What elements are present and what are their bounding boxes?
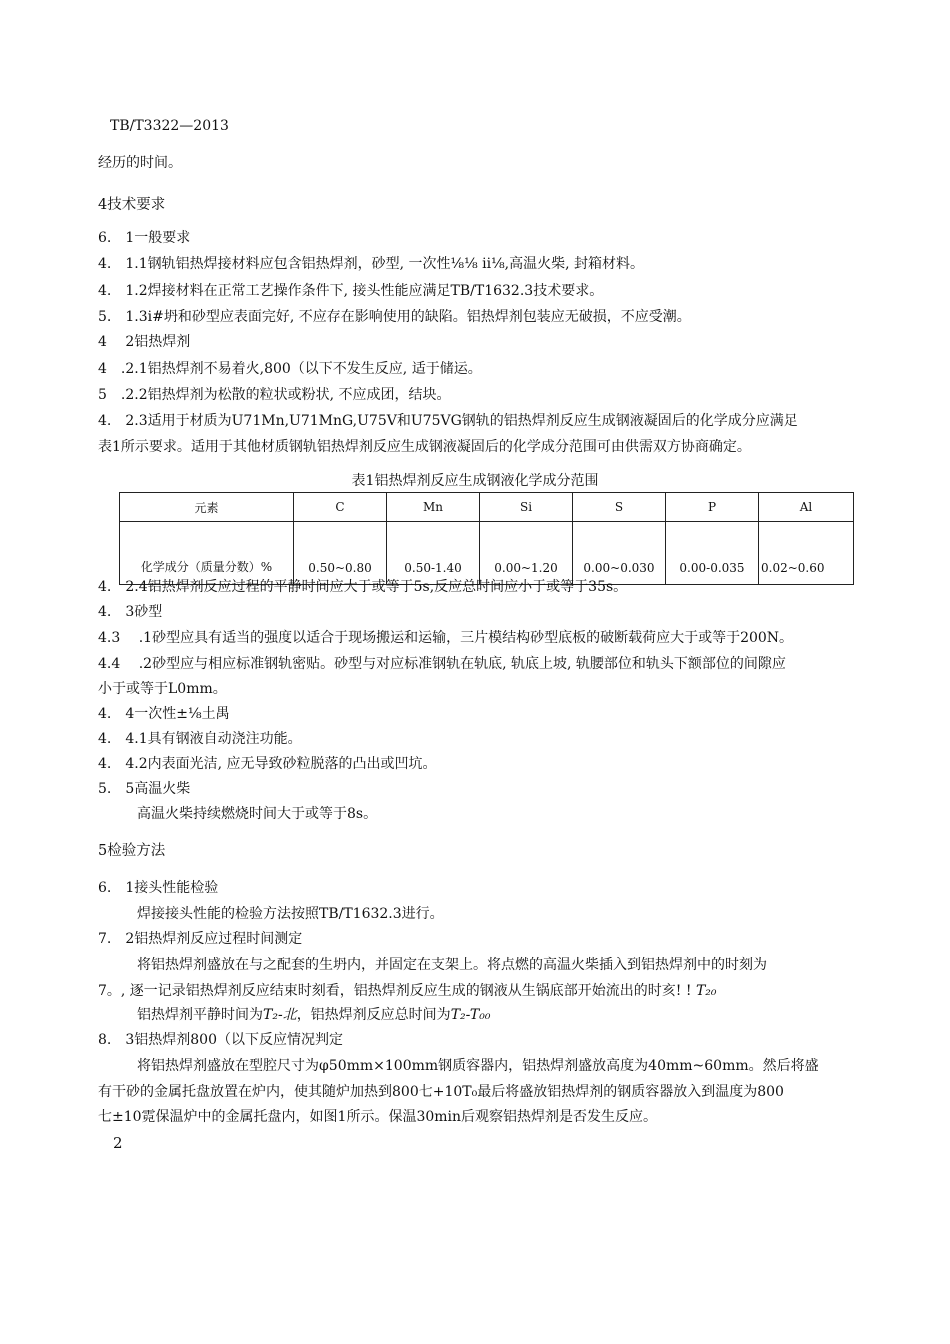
table-header-cell: C: [294, 493, 387, 522]
text-line: 4. 2.4铝热焊剂反应过程的平静时间应大于或等于5s,反应总时间应小于或等于35s。: [98, 579, 628, 595]
text-line: 5. 1.3i#坍和砂型应表面完好, 不应存在影响使用的缺陷。铝热焊剂包装应无破损，不应受潮。: [98, 309, 691, 325]
table-row-label: 化学成分（质量分数）%: [120, 522, 294, 585]
table-cell: 0.00-0.035: [666, 522, 759, 585]
subsection-heading: 4. 3砂型: [98, 604, 163, 620]
subsection-heading: 5. 5高温火柴: [98, 781, 191, 797]
text-line: 4. 1.1钢轨铝热焊接材料应包含铝热焊剂，砂型, 一次性⅛⅛ ii⅛,高温火柴, 封箱材料。: [98, 256, 644, 272]
text-line: 4. 4.2内表面光洁, 应无导致砂粒脱落的凸出或凹坑。: [98, 756, 437, 772]
subsection-heading: 4 2铝热焊剂: [98, 334, 191, 350]
page-number: 2: [113, 1134, 123, 1152]
text-line: 4. 1.2焊接材料在正常工艺操作条件下, 接头性能应满足TB/T1632.3技术要求。: [98, 283, 604, 299]
text-line: 4. 2.3适用于材质为U71Mn,U71MnG,U75V和U75VG钢轨的铝热焊剂反应生成钢液凝固后的化学成分应满足: [98, 413, 798, 429]
text-line: 有干砂的金属托盘放置在炉内，使其随炉加热到800七+10T₀最后将盛放铝热焊剂的钢质容器放入到温度为800: [98, 1084, 784, 1100]
subsection-heading: 6. 1接头性能检验: [98, 880, 219, 896]
text-line: 4 .2.1铝热焊剂不易着火,800（以下不发生反应, 适于储运。: [98, 361, 482, 377]
text-line: 高温火柴持续燃烧时间大于或等于8s。: [137, 806, 378, 822]
text-line: 焊接接头性能的检验方法按照TB/T1632.3进行。: [137, 906, 444, 922]
text-segment: 铝热焊剂平静时间为: [137, 1007, 263, 1023]
section-heading: 5检验方法: [98, 843, 166, 859]
table-cell: 0.50~0.80: [294, 522, 387, 585]
formula-symbol: T₂-T₀₀: [450, 1007, 491, 1023]
subsection-heading: 8. 3铝热焊剂800（以下反应情况判定: [98, 1032, 343, 1048]
table-header-cell: Si: [480, 493, 573, 522]
text-line: 表1所示要求。适用于其他材质钢轨铝热焊剂反应生成钢液凝固后的化学成分范围可由供需双方协商确定。: [98, 439, 751, 455]
table-header-cell: P: [666, 493, 759, 522]
text-line: 4. 4.1具有钢液自动浇注功能。: [98, 731, 302, 747]
table-cell: 0.02~0.60: [759, 522, 854, 585]
text-line: [137, 1006, 490, 1024]
text-line: 5 .2.2铝热焊剂为松散的粒状或粉状, 不应成团，结块。: [98, 387, 451, 403]
table-caption: 表1铝热焊剂反应生成钢液化学成分范围: [351, 473, 599, 489]
text-line: 小于或等于L0mm。: [98, 681, 227, 697]
table-row: [120, 522, 854, 585]
table-header-cell: Al: [759, 493, 854, 522]
text-line: 将铝热焊剂盛放在与之配套的生坍内，并固定在支架上。将点燃的高温火柴插入到铝热焊剂中的时刻为: [137, 957, 767, 973]
table-header-cell: Mn: [387, 493, 480, 522]
text-line: [98, 982, 717, 1000]
composition-table: [119, 492, 854, 585]
formula-symbol: T₂-北: [263, 1007, 297, 1023]
text-line: 将铝热焊剂盛放在型腔尺寸为φ50mm×100mm钢质容器内，铝热焊剂盛放高度为40mm~60mm。然后将盛: [137, 1058, 819, 1074]
text-segment: ，铝热焊剂反应总时间为: [296, 1007, 451, 1023]
text-segment: 7。, 逐一记录铝热焊剂反应结束时刻看，铝热焊剂反应生成的钢液从生锅底部开始流出的时亥! !: [98, 983, 696, 999]
table-header-cell: 元素: [120, 493, 294, 522]
subsection-heading: 4. 4一次性±⅛土禺: [98, 706, 230, 722]
table-header-row: [120, 493, 854, 522]
document-header: TB/T3322—2013: [110, 118, 229, 134]
table-cell: 0.00~0.030: [573, 522, 666, 585]
section-heading: 4技术要求: [98, 197, 166, 213]
text-line: 4.4 .2砂型应与相应标准钢轨密贴。砂型与对应标准钢轨在轨底, 轨底上坡, 轨腰部位和轨头下额部位的间隙应: [98, 656, 786, 672]
text-line: 经历的时间。: [98, 155, 182, 171]
text-line: 七±10霓保温炉中的金属托盘内，如图1所示。保温30min后观察铝热焊剂是否发生反应。: [98, 1109, 658, 1125]
text-line: 4.3 .1砂型应具有适当的强度以适合于现场搬运和运输，三片模结构砂型底板的破断载荷应大于或等于200N。: [98, 630, 794, 646]
table-cell: 0.00~1.20: [480, 522, 573, 585]
table-header-cell: S: [573, 493, 666, 522]
subsection-heading: 6. 1一般要求: [98, 230, 191, 246]
formula-symbol: T₂₀: [695, 983, 717, 999]
subsection-heading: 7. 2铝热焊剂反应过程时间测定: [98, 931, 303, 947]
table-cell: 0.50-1.40: [387, 522, 480, 585]
